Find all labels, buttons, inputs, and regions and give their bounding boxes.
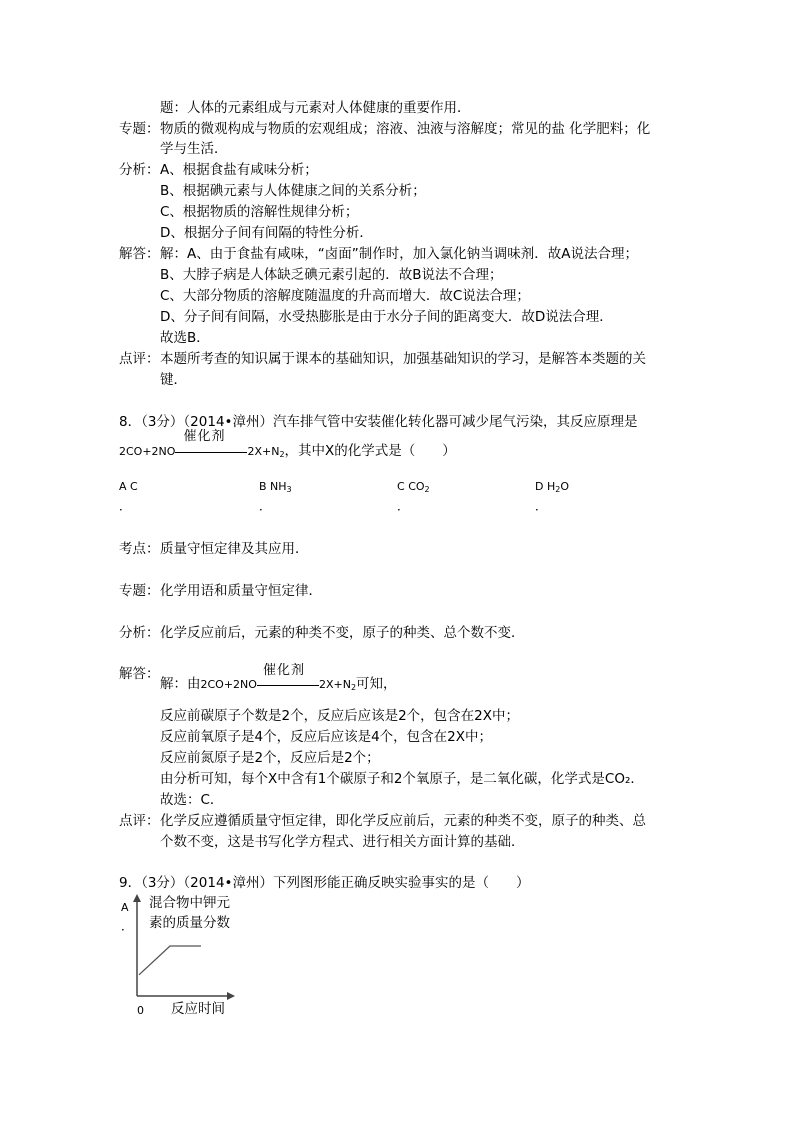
q7-fenxi-line: C、根据物质的溶解性规律分析； bbox=[160, 204, 359, 220]
q8-jieda-eq-right: 2X+N bbox=[318, 678, 351, 691]
q8-catalyst-arrow bbox=[175, 429, 247, 461]
q8-jieda-line: 由分析可知，每个X中含有1个碳原子和2个氧原子，是二氧化碳，化学式是CO₂． bbox=[160, 771, 644, 787]
option-text: H bbox=[546, 480, 556, 493]
q7-jieda-line: D、分子间有间隔，水受热膨胀是由于水分子间的距离变大．故D说法合理． bbox=[160, 309, 613, 325]
q8-option-a-dot: ． bbox=[119, 499, 132, 513]
q9-stem: 9．（3分）（2014•漳州）下列图形能正确反映实验事实的是（ ） bbox=[119, 875, 530, 891]
q7-dianping-text-2: 键． bbox=[160, 372, 187, 388]
q7-fenxi-line: A、根据食盐有咸味分析； bbox=[160, 162, 318, 178]
q7-zhuanti-label: 专题： bbox=[119, 121, 160, 137]
q8-eq-right-sub: 2 bbox=[279, 450, 285, 459]
q8-jieda-catalyst-arrow bbox=[257, 663, 319, 694]
q8-zhuanti-label: 专题： bbox=[119, 583, 160, 599]
q7-jieda-label: 解答： bbox=[119, 246, 160, 262]
chart-ylabel-line2: 素的质量分数 bbox=[149, 915, 230, 931]
q8-catalyst: 催化剂 bbox=[183, 429, 226, 444]
option-text-tail: O bbox=[560, 480, 570, 493]
q8-jieda-eq-sub: 2 bbox=[350, 683, 357, 692]
q7-jieda-line: C、大部分物质的溶解度随温度的升高而增大．故C说法合理； bbox=[160, 288, 530, 304]
q7-dianping-label: 点评： bbox=[119, 351, 160, 367]
q8-kaodian-label: 考点： bbox=[119, 541, 160, 557]
q7-jieda-line: 故选B． bbox=[160, 330, 210, 346]
q8-jieda-line: 反应前碳原子个数是2个，反应后应该是2个，包含在2X中； bbox=[160, 708, 520, 724]
q7-dianping-text-1: 本题所考查的知识属于课本的基础知识，加强基础知识的学习，是解答本类题的关 bbox=[160, 351, 646, 367]
option-sub: 2 bbox=[424, 485, 430, 494]
q8-kaodian-text: 质量守恒定律及其应用． bbox=[160, 541, 309, 557]
q7-zhuanti-text-2: 学与生活． bbox=[160, 141, 228, 157]
q7-fenxi-line: D、根据分子间有间隔的特性分析． bbox=[160, 225, 373, 241]
chart-origin-label: 0 bbox=[137, 1004, 144, 1017]
option-text: C bbox=[130, 480, 138, 493]
q7-zhuanti-text-1: 物质的微观构成与物质的宏观组成；溶液、浊液与溶解度；常见的盐 化学肥料；化 bbox=[160, 121, 651, 137]
q8-equation bbox=[119, 429, 456, 465]
q8-option-d-dot: ． bbox=[535, 499, 548, 513]
chart-series-line bbox=[139, 946, 201, 975]
q7-topic-continuation: 题：人体的元素组成与元素对人体健康的重要作用． bbox=[160, 100, 471, 116]
option-text: NH bbox=[270, 480, 287, 493]
q8-jieda-eq-left: 2CO+2NO bbox=[200, 678, 257, 691]
q8-dianping-text-2: 个数不变，这是书写化学方程式、进行相关方面计算的基础． bbox=[160, 834, 525, 850]
chart-series-group bbox=[139, 946, 201, 975]
q8-fenxi-label: 分析： bbox=[119, 625, 160, 641]
chart-ylabel-line1: 混合物中钾元 bbox=[149, 895, 230, 911]
q8-eq-left: 2CO+2NO bbox=[119, 445, 176, 458]
q8-stem: 8．（3分）（2014•漳州）汽车排气管中安装催化转化器可减少尾气污染，其反应原理是 bbox=[119, 414, 638, 430]
q8-equal-line bbox=[175, 452, 247, 453]
q8-jieda-line: 反应前氮原子是2个，反应后是2个； bbox=[160, 750, 380, 766]
q8-option-c-dot: ． bbox=[397, 499, 410, 513]
q8-jieda-eq-tail: 可知， bbox=[356, 676, 397, 692]
q8-jieda-equation bbox=[160, 663, 397, 698]
option-letter: A bbox=[119, 480, 127, 493]
q8-eq-tail: ，其中X的化学式是（ ） bbox=[284, 443, 456, 459]
option-sub: 3 bbox=[286, 485, 292, 494]
option-letter: C bbox=[397, 480, 405, 493]
q8-jieda-prefix: 解：由 bbox=[160, 676, 201, 692]
option-sub: 2 bbox=[555, 485, 561, 494]
q7-fenxi-label: 分析： bbox=[119, 162, 160, 178]
q8-jieda-equal-line bbox=[257, 685, 319, 686]
q8-jieda-line: 故选：C． bbox=[160, 792, 224, 808]
q8-jieda-catalyst: 催化剂 bbox=[262, 663, 305, 678]
q8-option-a[interactable] bbox=[119, 477, 138, 497]
q7-jieda-line: 解：A、由于食盐有咸味，“卤面”制作时，加入氯化钠当调味剂．故A说法合理； bbox=[160, 246, 638, 262]
option-text: CO bbox=[408, 480, 425, 493]
q8-fenxi-text: 化学反应前后，元素的种类不变，原子的种类、总个数不变． bbox=[160, 625, 525, 641]
q8-zhuanti-text: 化学用语和质量守恒定律． bbox=[160, 583, 322, 599]
q8-option-b-dot: ． bbox=[259, 499, 272, 513]
q7-jieda-line: B、大脖子病是人体缺乏碘元素引起的．故B说法不合理； bbox=[160, 267, 503, 283]
q7-fenxi-line: B、根据碘元素与人体健康之间的关系分析； bbox=[160, 183, 426, 199]
q8-eq-right: 2X+N bbox=[247, 445, 280, 458]
option-letter: D bbox=[535, 480, 544, 493]
chart-xlabel: 反应时间 bbox=[171, 1001, 225, 1017]
q8-jieda-label: 解答： bbox=[119, 666, 160, 682]
option-letter: B bbox=[259, 480, 267, 493]
q9-option-a-letter[interactable]: A bbox=[121, 901, 129, 914]
q8-dianping-label: 点评： bbox=[119, 813, 160, 829]
q9-option-a-dot: ． bbox=[121, 919, 134, 933]
q8-jieda-line: 反应前氧原子是4个，反应后应该是4个，包含在2X中； bbox=[160, 729, 493, 745]
q8-dianping-text-1: 化学反应遵循质量守恒定律，即化学反应前后，元素的种类不变，原子的种类、总 bbox=[160, 813, 646, 829]
